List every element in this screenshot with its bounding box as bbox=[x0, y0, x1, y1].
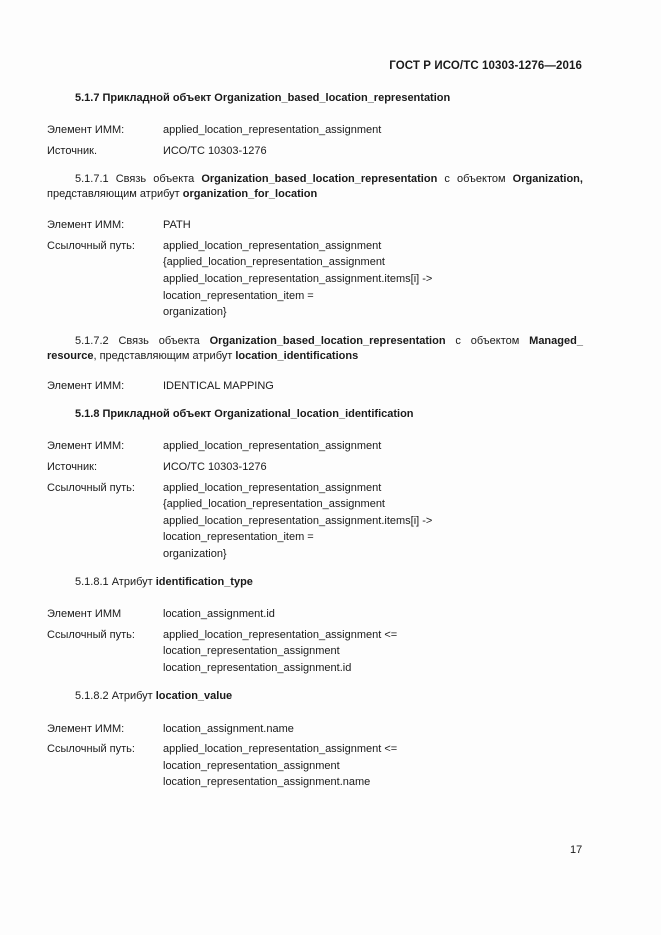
mapping-value: applied_location_representation_assignment <= bbox=[163, 629, 398, 641]
mapping-label: Элемент ИММ: bbox=[47, 124, 125, 136]
mapping-label: Элемент ИММ: bbox=[47, 380, 125, 392]
document-header: ГОСТ Р ИСО/ТС 10303-1276—2016 bbox=[389, 60, 582, 72]
section-heading-5-1-8: 5.1.8 Прикладной объект Organizational_location_identification bbox=[75, 408, 414, 420]
mapping-label: Ссылочный путь: bbox=[47, 482, 135, 494]
mapping-value: applied_location_representation_assignment <= bbox=[163, 743, 398, 755]
entity-name: Organization_based_location_representation bbox=[201, 173, 438, 185]
word: объекта bbox=[153, 173, 195, 185]
section-heading-5-1-7: 5.1.7 Прикладной объект Organization_based_location_representation bbox=[75, 92, 451, 104]
mapping-value: organization} bbox=[163, 548, 227, 560]
attribute-heading-5-1-8-2 bbox=[75, 690, 232, 702]
mapping-label: Элемент ИММ: bbox=[47, 723, 125, 735]
mapping-value: location_assignment.id bbox=[163, 608, 275, 620]
word: с bbox=[455, 335, 461, 347]
mapping-value: organization} bbox=[163, 306, 227, 318]
mapping-value: applied_location_representation_assignment.items[i] -> bbox=[163, 515, 433, 527]
text: представляющим атрибут bbox=[47, 188, 183, 200]
mapping-value: {applied_location_representation_assignment bbox=[163, 256, 385, 268]
mapping-label: Элемент ИММ: bbox=[47, 440, 125, 452]
mapping-label: Ссылочный путь: bbox=[47, 240, 135, 252]
mapping-value: location_assignment.name bbox=[163, 723, 294, 735]
mapping-value: applied_location_representation_assignment bbox=[163, 124, 382, 136]
mapping-value: location_representation_assignment.id bbox=[163, 662, 352, 674]
mapping-value: PATH bbox=[163, 219, 191, 231]
paragraph-line bbox=[47, 172, 583, 187]
word: объектом bbox=[456, 173, 506, 185]
mapping-value: location_representation_item = bbox=[163, 290, 314, 302]
mapping-value: applied_location_representation_assignment bbox=[163, 240, 382, 252]
entity-name: resource bbox=[47, 350, 94, 362]
word: 5.1.7.1 bbox=[75, 173, 109, 185]
mapping-label: Ссылочный путь: bbox=[47, 629, 135, 641]
word: с bbox=[444, 173, 450, 185]
mapping-label: Элемент ИММ bbox=[47, 608, 122, 620]
entity-name: Managed_ bbox=[529, 335, 583, 347]
mapping-value: location_representation_assignment bbox=[163, 645, 340, 657]
mapping-label: Ссылочный путь: bbox=[47, 743, 135, 755]
mapping-value: ИСО/ТС 10303-1276 bbox=[163, 461, 267, 473]
paragraph-line bbox=[47, 187, 583, 202]
mapping-label: Источник. bbox=[47, 145, 98, 157]
mapping-value: applied_location_representation_assignment bbox=[163, 440, 382, 452]
word: объекта bbox=[158, 335, 200, 347]
paragraph-line bbox=[47, 349, 583, 364]
page-number: 17 bbox=[570, 844, 583, 856]
attribute-name: location_identifications bbox=[235, 350, 359, 362]
text: , представляющим атрибут bbox=[93, 350, 236, 362]
mapping-value: IDENTICAL MAPPING bbox=[163, 380, 274, 392]
attribute-prefix: 5.1.8.1 Атрибут bbox=[75, 576, 156, 588]
mapping-value: ИСО/ТС 10303-1276 bbox=[163, 145, 267, 157]
attribute-heading-5-1-8-1 bbox=[75, 576, 253, 588]
paragraph-5-1-7-2 bbox=[47, 334, 583, 364]
entity-name: Organization_based_location_representation bbox=[209, 335, 446, 347]
mapping-value: {applied_location_representation_assignment bbox=[163, 498, 385, 510]
entity-name: Organization, bbox=[512, 173, 583, 185]
attribute-name: identification_type bbox=[155, 576, 253, 588]
attribute-name: organization_for_location bbox=[182, 188, 318, 200]
paragraph-5-1-7-1 bbox=[47, 172, 583, 202]
attribute-name: location_value bbox=[155, 690, 233, 702]
word: 5.1.7.2 bbox=[75, 335, 109, 347]
mapping-value: applied_location_representation_assignment.items[i] -> bbox=[163, 273, 433, 285]
word: Связь bbox=[115, 173, 147, 185]
attribute-prefix: 5.1.8.2 Атрибут bbox=[75, 690, 156, 702]
mapping-value: location_representation_assignment bbox=[163, 760, 340, 772]
mapping-value: location_representation_item = bbox=[163, 531, 314, 543]
word: объектом bbox=[470, 335, 520, 347]
mapping-value: applied_location_representation_assignment bbox=[163, 482, 382, 494]
word: Связь bbox=[118, 335, 149, 347]
paragraph-line bbox=[47, 334, 583, 349]
mapping-label: Источник: bbox=[47, 461, 98, 473]
mapping-label: Элемент ИММ: bbox=[47, 219, 125, 231]
mapping-value: location_representation_assignment.name bbox=[163, 776, 371, 788]
